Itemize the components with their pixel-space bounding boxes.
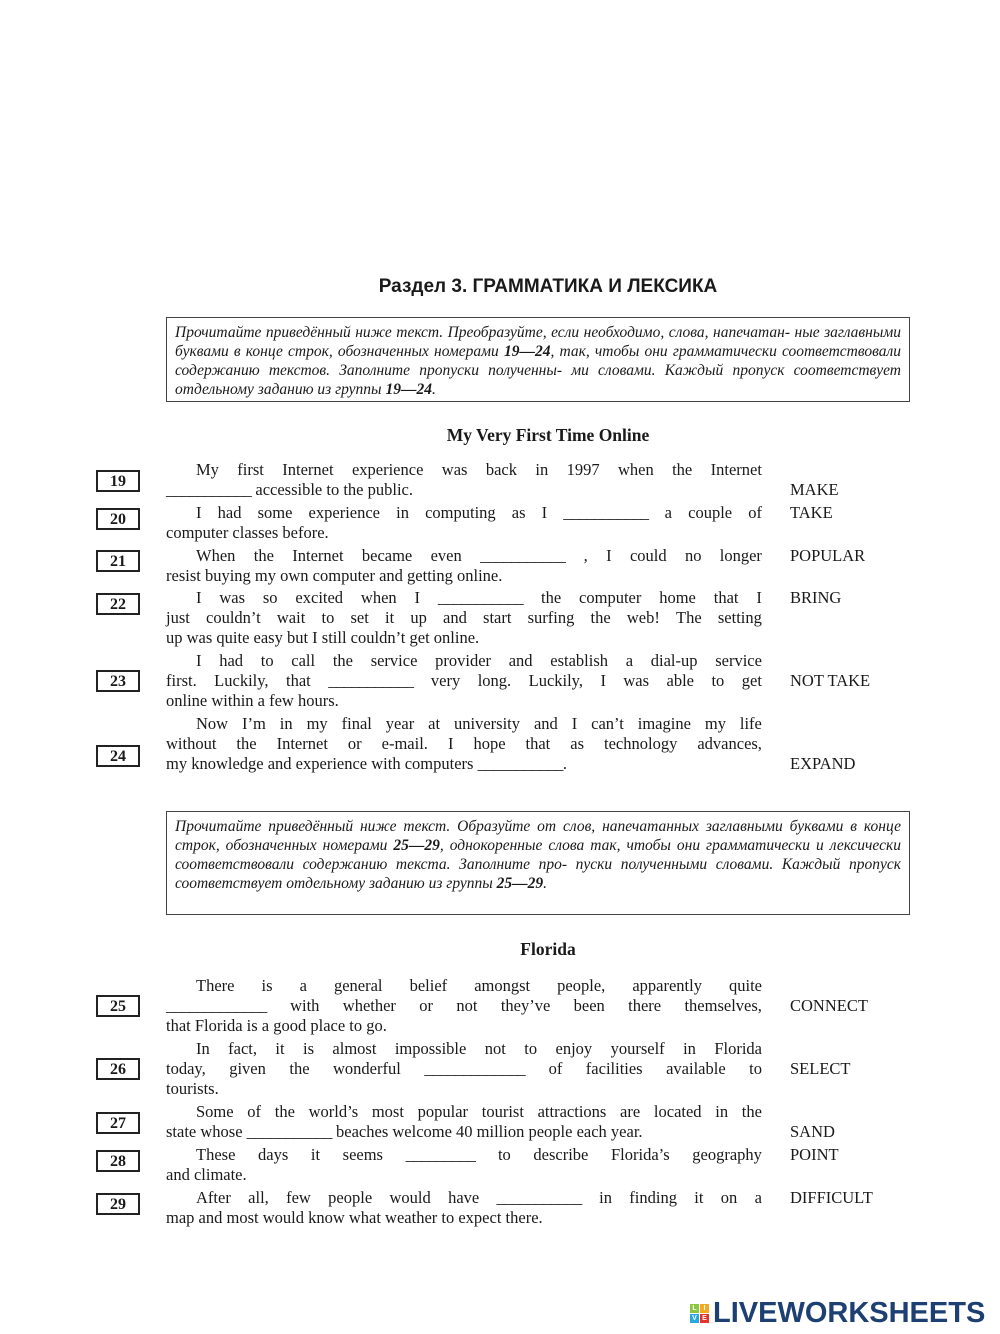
word: yourself [610,1039,665,1058]
instruction-text: грамматически соответствовали содержанию текстов. Заполните пропуски полученны- [175,343,901,379]
word: given [229,1059,266,1078]
instruction-range: 25—29 [496,875,544,892]
word: was [623,671,650,690]
word: general [333,976,383,995]
word: it [385,608,395,627]
word: some [257,503,293,522]
word: I [756,588,762,607]
keyword: POPULAR [790,546,866,565]
word: The [676,608,702,627]
word: I [600,671,606,690]
word: when [360,588,397,607]
word: almost [332,1039,377,1058]
text-segment: and climate. [166,1165,247,1184]
item-number-box: 19 [96,470,140,492]
word: just [166,608,190,627]
word: describe [533,1145,589,1164]
word: After [196,1188,231,1207]
answer-blank-input[interactable]: ___________ [496,1188,582,1207]
word: geography [692,1145,762,1164]
answer-blank-input[interactable]: ___________ [166,480,252,499]
word: to [497,1145,511,1164]
item-number-box: 23 [96,670,140,692]
word: at [428,714,441,733]
word: wonderful [333,1059,401,1078]
item-number-box: 22 [96,593,140,615]
word: in [396,503,409,522]
word: very [430,671,461,690]
word: no [684,546,702,565]
word: I [196,588,202,607]
word: I [541,503,548,522]
word: in [683,1039,696,1058]
word: service [715,651,762,670]
word: my [704,714,726,733]
logo-tile: V [690,1314,699,1323]
word: Internet [276,734,328,753]
word: long. [477,671,512,690]
item-number-box: 26 [96,1058,140,1080]
text-title-part1: My Very First Time Online [446,425,650,445]
word: apparently [632,976,702,995]
word: would [389,1188,431,1207]
word: had [219,651,244,670]
word: set [350,608,369,627]
text-line [166,734,762,754]
instruction-text: ми словами. Каждый пропуск соответствует отдельному заданию из группы [175,362,901,398]
text-line [166,628,762,648]
word: hope [473,734,506,753]
text-line [196,1102,762,1122]
word: I [196,651,202,670]
word: whether [342,996,396,1015]
word: excited [295,588,344,607]
word: all, [248,1188,269,1207]
word: belief [409,976,448,995]
text-line [166,1122,762,1142]
word: couldn’t [206,608,261,627]
answer-blank-input[interactable]: ___________ [437,588,524,607]
logo-tile: E [700,1314,709,1323]
keyword: DIFFICULT [790,1188,873,1207]
logo-tile: L [690,1304,699,1313]
word: I [447,734,454,753]
word: web! [626,608,660,627]
word: the [590,608,611,627]
word: 1997 [566,460,600,479]
word: impossible [394,1039,467,1058]
text-line [166,608,762,628]
word: Luckily, [214,671,269,690]
word: it [694,1188,704,1207]
keyword: NOT TAKE [790,671,871,690]
word: of [247,1102,262,1121]
word: as [570,734,585,753]
word: not [456,996,478,1015]
word: Florida [714,1039,762,1058]
text-segment: accessible to the public. [251,480,413,499]
word: was [219,588,246,607]
word: Internet [710,460,762,479]
instruction-range: 19—24 [503,343,551,360]
keyword: SAND [790,1122,835,1141]
logo-tiles-icon [690,1304,709,1323]
word: people, [557,976,606,995]
item-number-box: 28 [96,1150,140,1172]
text-line [196,976,762,996]
word: , [583,546,588,565]
word: it [310,1145,321,1164]
word: became [361,546,413,565]
word: able [666,671,694,690]
item-number-box: 27 [96,1112,140,1134]
word: fact, [228,1039,258,1058]
instruction-range: 25—29 [393,837,440,854]
text-title-part2: Florida [520,939,576,959]
word: people [328,1188,373,1207]
answer-blank-input[interactable]: _____________ [424,1059,526,1078]
word: I [196,503,202,522]
text-line [196,1145,762,1165]
word: my [306,714,328,733]
text-segment: up was quite easy but I still couldn’t get online. [166,628,480,647]
text-segment: beaches welcome 40 million people each year. [331,1122,643,1141]
text-line [166,566,762,586]
word: so [262,588,278,607]
text-line [166,523,762,543]
text-line [196,1039,762,1059]
instruction-text: , однокоренные слова так, чтобы [439,837,671,854]
word: been [573,996,605,1015]
word: couple [688,503,733,522]
word: provider [435,651,492,670]
word: in [715,1102,729,1121]
text-line [166,1208,762,1228]
word: I [606,546,612,565]
word: There [196,976,235,995]
keyword: BRING [790,588,842,607]
word: service [370,651,418,670]
word: have [448,1188,480,1207]
text-line [166,671,762,691]
word: had [217,503,242,522]
word: can’t [591,714,624,733]
text-line [166,754,762,774]
text-segment: tourists. [166,1079,219,1098]
text-segment: . [562,754,567,773]
word: themselves, [684,996,762,1015]
instruction-text: группы [446,875,497,892]
item-number-box: 20 [96,508,140,530]
word: experience [351,460,424,479]
word: the [741,1102,762,1121]
answer-blank-input[interactable]: ___________ [477,754,563,773]
word: imagine [637,714,691,733]
text-segment: my knowledge and experience with computers [166,754,478,773]
instructions-part1 [166,317,910,402]
word: quite [729,976,762,995]
logo-text: LIVEWORKSHEETS [713,1297,986,1329]
keyword: EXPAND [790,754,856,773]
text-line [196,651,762,671]
text-line [196,546,762,566]
word: My [196,460,219,479]
text-line [196,503,762,523]
word: even [430,546,462,565]
word: not [484,1039,506,1058]
word: it [275,1039,285,1058]
text-segment: resist buying my own computer and getting online. [166,566,503,585]
word: or [347,734,362,753]
word: call [291,651,316,670]
word: is [303,1039,315,1058]
instruction-text: они грамматически и лексически соответствовали содержанию текста. Заполните про- [175,837,901,873]
word: Now [196,714,229,733]
word: enjoy [555,1039,593,1058]
word: is [261,976,273,995]
word: I’m [242,714,266,733]
keyword: SELECT [790,1059,851,1078]
text-line [166,1016,762,1036]
instruction-range: 19—24 [385,381,432,398]
word: that [713,588,739,607]
word: a [299,976,307,995]
word: popular [417,1102,469,1121]
word: life [739,714,762,733]
word: to [711,671,725,690]
word: experience [308,503,380,522]
instruction-text: пуски полученными словами. Каждый пропуск соответствует отдельному заданию из [175,856,901,892]
word: could [629,546,667,565]
word: are [620,1102,641,1121]
text-segment: online within a few hours. [166,691,339,710]
word: university [454,714,520,733]
keyword: POINT [790,1145,839,1164]
word: when [617,460,654,479]
instruction-text: . [431,381,436,398]
word: world’s [308,1102,359,1121]
word: the [541,588,562,607]
instruction-text: ные заглавными буквами в конце строк, обозначенных номерами [175,324,901,360]
text-line [196,714,762,734]
word: as [511,503,526,522]
word: establish [550,651,609,670]
item-number-box: 29 [96,1193,140,1215]
word: of [548,1059,563,1078]
word: When [196,546,236,565]
word: In [196,1039,210,1058]
word: Florida’s [611,1145,670,1164]
text-line [166,1059,762,1079]
word: or [419,996,434,1015]
word: with [290,996,320,1015]
word: Luckily, [528,671,583,690]
word: attractions [537,1102,607,1121]
word: of [748,503,762,522]
keyword: MAKE [790,480,839,499]
word: finding [629,1188,677,1207]
word: home [659,588,696,607]
word: seems [342,1145,383,1164]
word: Some [196,1102,234,1121]
word: advances, [697,734,762,753]
word: to [260,651,274,670]
word: amongst [474,976,531,995]
text-line [166,1079,762,1099]
word: longer [719,546,762,565]
text-line [196,460,762,480]
answer-blank-input[interactable]: ___________ [563,503,649,522]
word: on [720,1188,738,1207]
word: I [571,714,578,733]
word: Internet [282,460,334,479]
word: the [289,1059,310,1078]
word: I [414,588,421,607]
word: get [741,671,762,690]
word: to [749,1059,762,1078]
word: tourist [481,1102,524,1121]
word: facilities [585,1059,643,1078]
instructions-part2 [166,811,910,915]
word: Internet [292,546,344,565]
text-line [166,691,762,711]
word: final [341,714,372,733]
word: in [535,460,549,479]
item-number-box: 24 [96,745,140,767]
word: a [625,651,634,670]
word: first. [166,671,197,690]
keyword: TAKE [790,503,833,522]
word: the [274,1102,295,1121]
word: start [483,608,512,627]
text-line [166,996,762,1016]
word: in [599,1188,612,1207]
word: few [286,1188,311,1207]
text-segment: computer classes before. [166,523,329,542]
logo-tile: I [700,1304,709,1313]
word: there [628,996,662,1015]
text-segment: map and most would know what weather to expect there. [166,1208,543,1227]
word: computer [579,588,642,607]
text-line [196,588,762,608]
word: the [253,546,274,565]
word: that [525,734,551,753]
word: and [508,651,533,670]
word: e-mail. [381,734,428,753]
word: they’ve [500,996,551,1015]
answer-blank-input[interactable]: ___________ [480,546,566,565]
word: was [441,460,468,479]
word: These [196,1145,236,1164]
answer-blank-input[interactable]: ___________ [246,1122,332,1141]
answer-blank-input[interactable]: _____________ [166,996,267,1015]
word: year [385,714,415,733]
word: a [754,1188,762,1207]
text-line [166,480,762,500]
word: the [672,460,693,479]
word: that [286,671,311,690]
section-title: Раздел 3. ГРАММАТИКА И ЛЕКСИКА [378,276,718,297]
word: most [371,1102,404,1121]
word: the [332,651,353,670]
keyword: CONNECT [790,996,868,1015]
word: back [485,460,517,479]
answer-blank-input[interactable]: ___________ [328,671,414,690]
word: technology [604,734,678,753]
word: computing [425,503,496,522]
word: and [533,714,558,733]
word: in [279,714,293,733]
instruction-text: Прочитайте приведённый ниже текст. Преобразуйте, если необходимо, слова, напечатан- [175,324,791,341]
text-segment: state whose [166,1122,247,1141]
word: to [321,608,335,627]
word: surfing [527,608,575,627]
instruction-text: Прочитайте приведённый ниже текст. Образуйте от слов, напечатанных заглавными [175,818,783,835]
word: without [166,734,217,753]
word: wait [276,608,306,627]
word: days [258,1145,289,1164]
item-number-box: 21 [96,550,140,572]
text-line [166,1165,762,1185]
word: located [653,1102,702,1121]
word: setting [717,608,762,627]
item-number-box: 25 [96,995,140,1017]
text-line [196,1188,762,1208]
word: available [666,1059,726,1078]
answer-blank-input[interactable]: _________ [405,1145,476,1164]
text-segment: that Florida is a good place to go. [166,1016,387,1035]
word: first [237,460,264,479]
word: and [443,608,467,627]
liveworksheets-logo [690,1297,985,1330]
word: the [236,734,257,753]
instruction-text: , так, чтобы они [550,343,668,360]
instruction-text: . [543,875,548,892]
word: a [664,503,672,522]
word: dial-up [650,651,698,670]
word: up [410,608,427,627]
word: to [524,1039,538,1058]
instruction-text: буквами в конце строк, обозначенных номерами [175,818,901,854]
word: today, [166,1059,206,1078]
